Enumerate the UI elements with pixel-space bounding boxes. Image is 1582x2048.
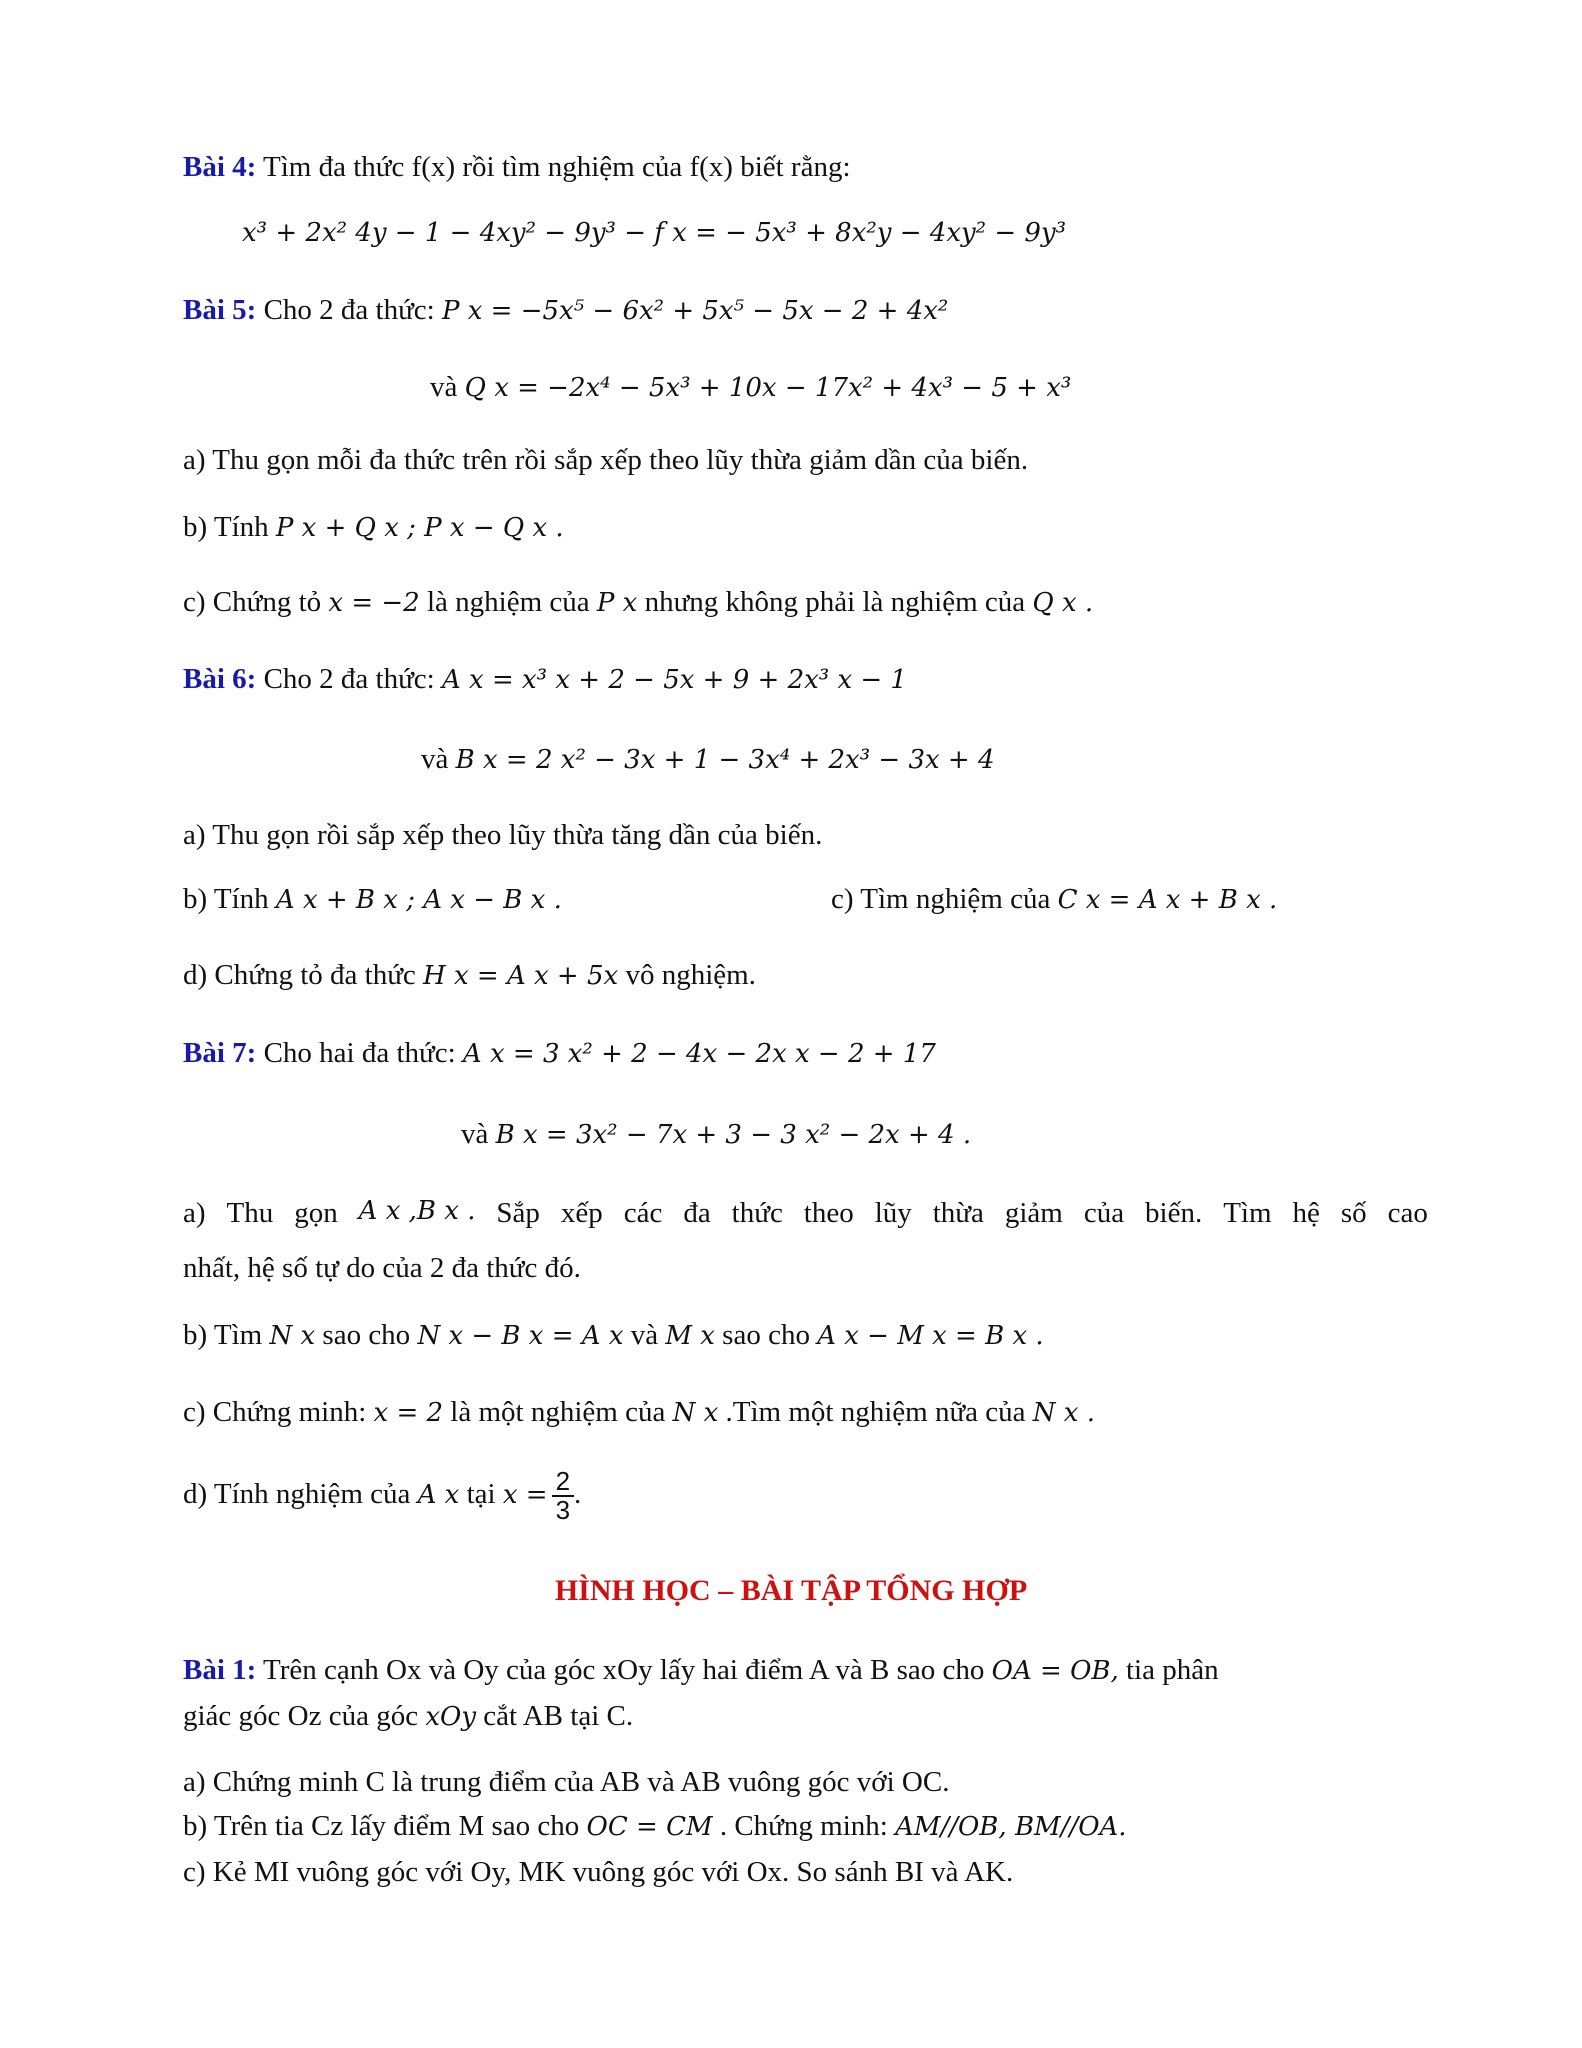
polynomial-A: A x = x³ x + 2 − 5x + 9 + 2x³ x − 1 bbox=[441, 665, 907, 695]
section-heading: HÌNH HỌC – BÀI TẬP TỔNG HỢP bbox=[554, 1574, 1028, 1607]
bai7-part-d bbox=[183, 1468, 581, 1525]
bai6-B-line bbox=[421, 742, 995, 777]
word: số bbox=[1340, 1197, 1367, 1229]
word: biến. bbox=[1145, 1197, 1203, 1229]
bai5-part-c bbox=[183, 585, 1093, 620]
word: cao bbox=[1387, 1197, 1428, 1229]
part-text: là một nghiệm của bbox=[443, 1396, 673, 1428]
exercise-text: Cho 2 đa thức: bbox=[256, 663, 442, 695]
word: của bbox=[1083, 1197, 1125, 1229]
bai4-title bbox=[183, 150, 851, 185]
bai7-title bbox=[183, 1036, 936, 1071]
exercise-text: Cho hai đa thức: bbox=[256, 1037, 463, 1069]
exercise-label: Bài 5: bbox=[183, 294, 257, 326]
exercise-text: giác góc Oz của góc bbox=[183, 1700, 426, 1732]
bai6-part-b bbox=[183, 882, 562, 917]
geo1-part-c: c) Kẻ MI vuông góc với Oy, MK vuông góc với Ox. So sánh BI và AK. bbox=[183, 1856, 1014, 1888]
part-math: H x = A x + 5x bbox=[423, 961, 619, 991]
part-text: c) Chứng tỏ bbox=[183, 586, 329, 618]
part-text: d) Tính nghiệm của bbox=[183, 1477, 418, 1510]
part-text: vô nghiệm. bbox=[618, 959, 756, 991]
exercise-label: Bài 7: bbox=[183, 1037, 257, 1069]
part-math: x = 2 bbox=[373, 1398, 444, 1428]
exercise-text: Trên cạnh Ox và Oy của góc xOy lấy hai điểm A và B sao cho bbox=[256, 1654, 992, 1686]
bai7-part-a-line2: nhất, hệ số tự do của 2 đa thức đó. bbox=[183, 1252, 581, 1284]
part-math: x = bbox=[502, 1479, 548, 1510]
bai7-part-c bbox=[183, 1395, 1095, 1430]
bai6-title bbox=[183, 662, 907, 697]
exercise-text: cắt AB tại C. bbox=[476, 1700, 634, 1732]
part-text: tại bbox=[459, 1477, 503, 1510]
part-text: là nghiệm của bbox=[419, 586, 597, 618]
part-text: b) Tính bbox=[183, 511, 276, 543]
conjunction-text: và bbox=[461, 1118, 496, 1150]
part-text: sao cho bbox=[315, 1319, 418, 1351]
part-text: sao cho bbox=[714, 1319, 818, 1351]
exercise-text: Tìm đa thức f(x) rồi tìm nghiệm của f(x) biết rằng: bbox=[256, 151, 851, 183]
part-math: A x + B x ; A x − B x . bbox=[275, 885, 562, 915]
exercise-label: Bài 6: bbox=[183, 663, 257, 695]
part-math: OA = OB, bbox=[991, 1656, 1119, 1686]
part-math: M x bbox=[665, 1321, 715, 1351]
word: lũy bbox=[874, 1197, 912, 1229]
part-text: . Chứng minh: bbox=[712, 1810, 896, 1842]
part-text: c) Tìm nghiệm của bbox=[831, 883, 1058, 915]
part-text: b) Tìm bbox=[183, 1319, 270, 1351]
period: . bbox=[574, 1477, 582, 1510]
bai6-part-a: a) Thu gọn rồi sắp xếp theo lũy thừa tăng dần của biến. bbox=[183, 819, 823, 851]
word: xếp bbox=[560, 1197, 603, 1229]
word: thừa bbox=[932, 1197, 984, 1229]
part-text: b) Trên tia Cz lấy điểm M sao cho bbox=[183, 1810, 587, 1842]
part-text: c) Chứng minh: bbox=[183, 1396, 374, 1428]
bai6-part-c bbox=[831, 882, 1277, 917]
fraction bbox=[552, 1468, 574, 1525]
part-math: x = −2 bbox=[328, 588, 420, 618]
part-math: N x bbox=[672, 1398, 719, 1428]
part-text: nhưng không phải là nghiệm của bbox=[637, 586, 1033, 618]
word: Tìm bbox=[1223, 1197, 1272, 1229]
polynomial-Q: Q x = −2x⁴ − 5x³ + 10x − 17x² + 4x³ − 5 + x³ bbox=[464, 373, 1072, 403]
polynomial-B: B x = 3x² − 7x + 3 − 3 x² − 2x + 4 . bbox=[495, 1120, 972, 1150]
polynomial-P: P x = −5x⁵ − 6x² + 5x⁵ − 5x − 2 + 4x² bbox=[441, 296, 949, 326]
geo1-title-line2 bbox=[183, 1699, 633, 1734]
part-text: d) Chứng tỏ đa thức bbox=[183, 959, 424, 991]
geo1-title bbox=[183, 1653, 1219, 1688]
fraction-numerator: 2 bbox=[552, 1468, 574, 1497]
polynomial-A: A x = 3 x² + 2 − 4x − 2x x − 2 + 17 bbox=[462, 1039, 936, 1069]
word: đa bbox=[683, 1197, 711, 1229]
part-math: N x − B x = A x bbox=[417, 1321, 624, 1351]
bai7-B-line bbox=[461, 1117, 971, 1152]
exercise-text: tia phân bbox=[1118, 1654, 1219, 1686]
word: thức bbox=[731, 1197, 783, 1229]
part-math: Q x . bbox=[1032, 588, 1094, 618]
part-math: A x bbox=[417, 1479, 460, 1510]
word: Sắp bbox=[496, 1197, 540, 1229]
part-text: và bbox=[623, 1319, 666, 1351]
bai5-title bbox=[183, 293, 948, 328]
part-text: .Tìm một nghiệm nữa của bbox=[718, 1396, 1033, 1428]
word: a) bbox=[183, 1197, 206, 1229]
part-math: AM//OB, BM//OA. bbox=[895, 1812, 1127, 1842]
geo1-part-a: a) Chứng minh C là trung điểm của AB và AB vuông góc với OC. bbox=[183, 1766, 950, 1798]
part-math: xOy bbox=[425, 1702, 477, 1732]
bai7-part-a-line1 bbox=[183, 1196, 1428, 1231]
part-math: N x . bbox=[1032, 1398, 1095, 1428]
part-math: P x + Q x ; P x − Q x . bbox=[275, 513, 564, 543]
conjunction-text: và bbox=[430, 371, 465, 403]
geo1-part-b bbox=[183, 1809, 1127, 1844]
word: gọn bbox=[294, 1197, 338, 1229]
word: Thu bbox=[226, 1197, 274, 1229]
fraction-denominator: 3 bbox=[555, 1495, 571, 1526]
part-math: C x = A x + B x . bbox=[1057, 885, 1278, 915]
part-math: A x − M x = B x . bbox=[817, 1321, 1044, 1351]
bai6-part-d bbox=[183, 958, 756, 993]
part-math: P x bbox=[596, 588, 638, 618]
part-text: b) Tính bbox=[183, 883, 276, 915]
polynomial-B: B x = 2 x² − 3x + 1 − 3x⁴ + 2x³ − 3x + 4 bbox=[455, 745, 995, 775]
bai4-equation: x³ + 2x² 4y − 1 − 4xy² − 9y³ − f x = − 5x³ + 8x²y − 4xy² − 9y³ bbox=[242, 218, 1067, 248]
conjunction-text: và bbox=[421, 743, 456, 775]
word: các bbox=[623, 1197, 663, 1229]
word: giảm bbox=[1004, 1197, 1063, 1229]
exercise-label: Bài 4: bbox=[183, 151, 257, 183]
bai5-Q-line bbox=[430, 370, 1071, 405]
word: theo bbox=[803, 1197, 854, 1229]
word: hệ bbox=[1292, 1197, 1320, 1229]
part-math: OC = CM bbox=[586, 1812, 713, 1842]
exercise-text: Cho 2 đa thức: bbox=[256, 294, 442, 326]
part-math: N x bbox=[269, 1321, 316, 1351]
bai7-part-b bbox=[183, 1318, 1044, 1353]
word-math: A x ,B x . bbox=[358, 1196, 476, 1226]
bai5-part-b bbox=[183, 510, 564, 545]
bai5-part-a: a) Thu gọn mỗi đa thức trên rồi sắp xếp theo lũy thừa giảm dần của biến. bbox=[183, 444, 1029, 476]
exercise-label: Bài 1: bbox=[183, 1654, 257, 1686]
